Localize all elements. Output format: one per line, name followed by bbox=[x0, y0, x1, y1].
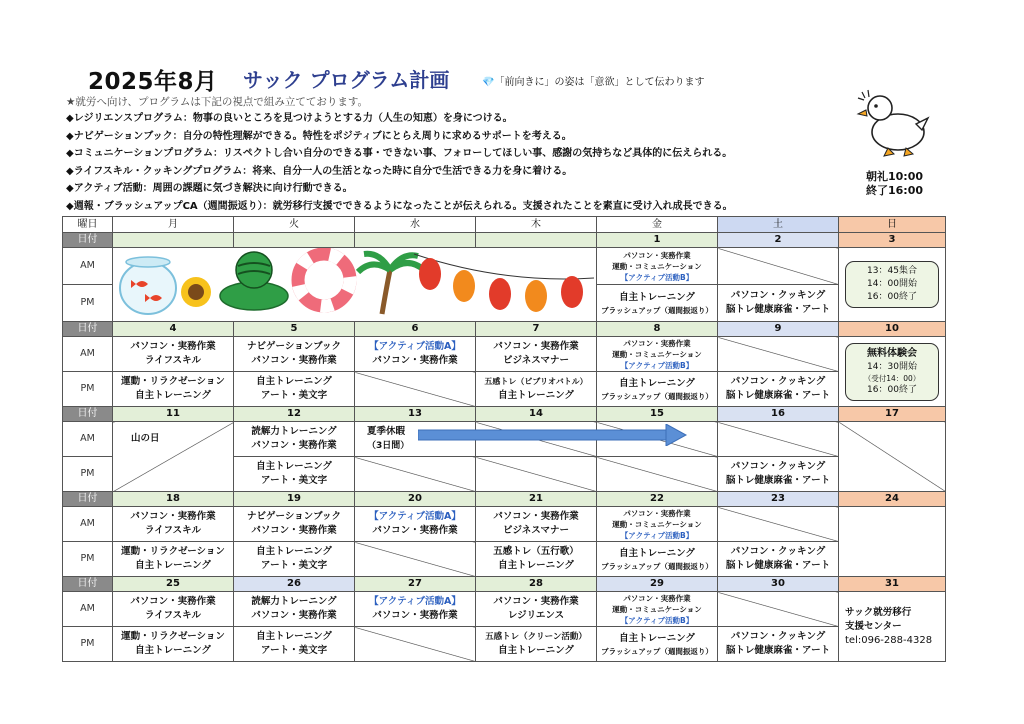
date-cell: 19 bbox=[234, 492, 355, 507]
activity: ブラッシュアップ（週間振返り） bbox=[601, 391, 713, 401]
schedule-cell-empty bbox=[718, 592, 839, 627]
date-cell: 5 bbox=[234, 322, 355, 337]
date-cell: 15 bbox=[597, 407, 718, 422]
trial-session-bubble bbox=[845, 343, 939, 401]
activity: 自主トレーニング bbox=[256, 631, 332, 642]
weekday-sat: 土 bbox=[718, 217, 839, 233]
schedule-cell-empty bbox=[597, 457, 718, 492]
date-cell: 4 bbox=[113, 322, 234, 337]
activity: パソコン・クッキング bbox=[730, 546, 826, 557]
activity: 【アクティブ活動B】 bbox=[620, 530, 694, 540]
am-row bbox=[63, 248, 946, 285]
date-cell bbox=[234, 233, 355, 248]
sat-am-cell bbox=[718, 248, 839, 285]
goldfish-bowl-icon bbox=[120, 257, 176, 314]
schedule-cell bbox=[113, 542, 234, 577]
date-label: 日付 bbox=[63, 492, 113, 507]
activity: 運動・コミュニケーション bbox=[612, 604, 702, 614]
schedule-cell bbox=[113, 337, 234, 372]
activity: 自主トレーニング bbox=[256, 461, 332, 472]
date-cell: 24 bbox=[839, 492, 946, 507]
motto: 💎「前向きに」の姿は「意欲」として伝わります bbox=[482, 77, 705, 88]
activity: 五感トレ（ビブリオバトル） bbox=[484, 377, 588, 386]
am-label: AM bbox=[63, 337, 113, 372]
fri-pm-line2: ブラッシュアップ（週間振返り） bbox=[601, 305, 713, 315]
date-cell: 23 bbox=[718, 492, 839, 507]
schedule-cell bbox=[234, 542, 355, 577]
trial-session-title: 無料体験会 bbox=[867, 347, 917, 359]
am-row bbox=[63, 592, 946, 627]
date-label: 日付 bbox=[63, 322, 113, 337]
float-ring-icon bbox=[298, 254, 350, 306]
activity: 運動・リラクゼーション bbox=[121, 546, 225, 557]
sunflower-icon bbox=[181, 277, 211, 307]
program-title: サック プログラム計画 bbox=[243, 68, 450, 92]
activity: パソコン・実務作業 bbox=[493, 511, 579, 522]
schedule-cell bbox=[234, 592, 355, 627]
watermelon-icon bbox=[220, 252, 288, 310]
date-row bbox=[63, 577, 946, 592]
schedule-cell bbox=[476, 627, 597, 662]
holiday-cell bbox=[113, 422, 234, 492]
summer-break-cell bbox=[355, 422, 476, 457]
schedule-cell bbox=[234, 457, 355, 492]
date-cell: 10 bbox=[839, 322, 946, 337]
activity: ナビゲーションブック bbox=[247, 341, 341, 352]
schedule-cell bbox=[597, 627, 718, 662]
hours-morning: 朝礼10:00 bbox=[866, 170, 924, 183]
date-cell: 17 bbox=[839, 407, 946, 422]
activity: 運動・コミュニケーション bbox=[612, 519, 702, 529]
weekday-mon: 月 bbox=[113, 217, 234, 233]
schedule-cell-empty bbox=[476, 457, 597, 492]
schedule-cell bbox=[234, 372, 355, 407]
date-cell: 11 bbox=[113, 407, 234, 422]
activity: 自主トレーニング bbox=[498, 560, 574, 571]
bullet-navigation: ◆ナビゲーションブック：自分の特性理解ができる。特性をポジティブにとらえ周りに求めるサポートを考える。 bbox=[66, 130, 572, 142]
activity: 自主トレーニング bbox=[135, 645, 211, 656]
date-label: 日付 bbox=[63, 233, 113, 248]
schedule-cell bbox=[597, 372, 718, 407]
date-cell: 9 bbox=[718, 322, 839, 337]
activity: アート・美文字 bbox=[260, 645, 328, 656]
schedule-cell-empty bbox=[718, 422, 839, 457]
schedule-cell bbox=[234, 422, 355, 457]
schedule-cell-empty bbox=[839, 507, 946, 577]
date-cell bbox=[476, 233, 597, 248]
activity: 【アクティブ活動B】 bbox=[620, 360, 694, 370]
pm-row bbox=[63, 542, 946, 577]
weekday-sun: 日 bbox=[839, 217, 946, 233]
summer-break-days: （3日間） bbox=[367, 441, 410, 451]
date-cell: 1 bbox=[597, 233, 718, 248]
weekday-fri: 金 bbox=[597, 217, 718, 233]
sat-pm-line2: 脳トレ健康麻雀・アート bbox=[725, 304, 831, 315]
activity: パソコン・実務作業 bbox=[623, 593, 691, 603]
trial-line3: 16：00終了 bbox=[867, 384, 917, 395]
activity: アート・美文字 bbox=[260, 390, 328, 401]
date-cell: 12 bbox=[234, 407, 355, 422]
sat-pm-cell bbox=[718, 285, 839, 322]
activity: 自主トレーニング bbox=[498, 645, 574, 656]
am-label: AM bbox=[63, 248, 113, 285]
schedule-cell-empty bbox=[839, 422, 946, 492]
activity: パソコン・実務作業 bbox=[251, 525, 337, 536]
schedule-cell bbox=[113, 592, 234, 627]
activity: ライフスキル bbox=[145, 355, 201, 366]
schedule-cell bbox=[718, 372, 839, 407]
activity: 【アクティブ活動A】 bbox=[369, 511, 461, 522]
date-label: 日付 bbox=[63, 407, 113, 422]
schedule-cell-empty bbox=[355, 542, 476, 577]
schedule-cell bbox=[718, 542, 839, 577]
pm-row bbox=[63, 627, 946, 662]
am-row bbox=[63, 337, 946, 372]
am-label: AM bbox=[63, 507, 113, 542]
date-cell bbox=[355, 233, 476, 248]
activity: 自主トレーニング bbox=[256, 376, 332, 387]
schedule-cell bbox=[355, 592, 476, 627]
date-cell: 6 bbox=[355, 322, 476, 337]
activity: パソコン・実務作業 bbox=[251, 440, 337, 451]
date-cell: 29 bbox=[597, 577, 718, 592]
schedule-cell bbox=[476, 337, 597, 372]
bullet-active: ◆アクティブ活動：周囲の課題に気づき解決に向け行動できる。 bbox=[66, 183, 353, 194]
activity: パソコン・実務作業 bbox=[251, 610, 337, 621]
activity: 自主トレーニング bbox=[135, 390, 211, 401]
activity: パソコン・実務作業 bbox=[130, 511, 216, 522]
schedule-cell bbox=[113, 507, 234, 542]
activity: パソコン・クッキング bbox=[730, 631, 826, 642]
contact-info bbox=[839, 592, 946, 662]
schedule-cell bbox=[476, 542, 597, 577]
mountain-day-label: 山の日 bbox=[131, 433, 160, 444]
activity: 運動・コミュニケーション bbox=[612, 349, 702, 359]
schedule-cell bbox=[718, 627, 839, 662]
center-name-line1: サック就労移行 bbox=[845, 606, 912, 618]
schedule-cell-empty bbox=[597, 422, 718, 457]
activity: 脳トレ健康麻雀・アート bbox=[725, 645, 831, 656]
activity: ライフスキル bbox=[145, 525, 201, 536]
fri-am-cell bbox=[597, 248, 718, 285]
date-cell: 26 bbox=[234, 577, 355, 592]
activity: 脳トレ健康麻雀・アート bbox=[725, 390, 831, 401]
weekday-header bbox=[63, 217, 946, 233]
date-row bbox=[63, 492, 946, 507]
schedule-cell bbox=[476, 372, 597, 407]
intro-text: ★就労へ向け、プログラムは下記の視点で組み立てております。 bbox=[66, 96, 369, 108]
activity: 五感トレ（五行歌） bbox=[493, 546, 579, 557]
pm-label: PM bbox=[63, 372, 113, 407]
summer-illustrations bbox=[114, 248, 596, 316]
summer-illustration-cell bbox=[113, 248, 597, 322]
activity: パソコン・実務作業 bbox=[372, 610, 458, 621]
activity: ビジネスマナー bbox=[502, 525, 570, 536]
schedule-cell bbox=[597, 592, 718, 627]
date-label: 日付 bbox=[63, 577, 113, 592]
fri-pm-cell bbox=[597, 285, 718, 322]
activity: パソコン・実務作業 bbox=[372, 525, 458, 536]
schedule-cell bbox=[234, 337, 355, 372]
schedule-cell bbox=[718, 457, 839, 492]
youbi-label: 曜日 bbox=[63, 217, 113, 233]
sun-note-line2: 14：00開始 bbox=[867, 279, 917, 289]
schedule-cell-empty bbox=[718, 507, 839, 542]
activity: アート・美文字 bbox=[260, 475, 328, 486]
activity: 【アクティブ活動A】 bbox=[369, 341, 461, 352]
schedule-calendar bbox=[62, 216, 946, 662]
schedule-cell bbox=[597, 507, 718, 542]
bullet-resilience: ◆レジリエンスプログラム：物事の良いところを見つけようとする力（人生の知恵）を身につける。 bbox=[66, 113, 513, 124]
schedule-cell bbox=[597, 542, 718, 577]
sun-note-line1: 13：45集合 bbox=[867, 266, 917, 276]
schedule-cell bbox=[234, 627, 355, 662]
fri-am-line2: 運動・コミュニケーション bbox=[612, 261, 702, 271]
date-cell: 14 bbox=[476, 407, 597, 422]
date-cell: 3 bbox=[839, 233, 946, 248]
activity: パソコン・クッキング bbox=[730, 376, 826, 387]
date-cell: 21 bbox=[476, 492, 597, 507]
lantern-string-icon bbox=[414, 254, 594, 312]
activity: パソコン・実務作業 bbox=[251, 355, 337, 366]
fri-am-line1: パソコン・実務作業 bbox=[623, 250, 691, 260]
summer-break-label: 夏季休暇 bbox=[367, 426, 406, 437]
activity: 自主トレーニング bbox=[619, 377, 695, 389]
palm-tree-icon bbox=[358, 254, 424, 314]
schedule-cell-empty bbox=[718, 337, 839, 372]
schedule-cell bbox=[355, 507, 476, 542]
activity: 五感トレ（クリーン活動） bbox=[485, 632, 587, 642]
weekday-tue: 火 bbox=[234, 217, 355, 233]
program-descriptions bbox=[66, 111, 733, 216]
date-cell: 27 bbox=[355, 577, 476, 592]
schedule-cell bbox=[476, 592, 597, 627]
date-cell: 31 bbox=[839, 577, 946, 592]
activity: パソコン・実務作業 bbox=[130, 596, 216, 607]
trial-session-cell bbox=[839, 337, 946, 407]
date-cell: 2 bbox=[718, 233, 839, 248]
activity: パソコン・実務作業 bbox=[623, 338, 691, 348]
activity: パソコン・クッキング bbox=[730, 461, 826, 472]
date-cell: 30 bbox=[718, 577, 839, 592]
pm-label: PM bbox=[63, 542, 113, 577]
activity: 自主トレーニング bbox=[619, 632, 695, 644]
schedule-cell bbox=[476, 507, 597, 542]
schedule-cell bbox=[597, 337, 718, 372]
activity: 脳トレ健康麻雀・アート bbox=[725, 560, 831, 571]
activity: パソコン・実務作業 bbox=[623, 508, 691, 518]
activity: パソコン・実務作業 bbox=[493, 341, 579, 352]
activity: ブラッシュアップ（週間振返り） bbox=[601, 646, 713, 656]
activity: 運動・リラクゼーション bbox=[121, 376, 225, 387]
date-row bbox=[63, 322, 946, 337]
weekday-wed: 水 bbox=[355, 217, 476, 233]
schedule-cell-empty bbox=[355, 457, 476, 492]
activity: 自主トレーニング bbox=[619, 547, 695, 559]
activity: ライフスキル bbox=[145, 610, 201, 621]
hours-info bbox=[866, 170, 923, 198]
date-cell: 16 bbox=[718, 407, 839, 422]
trial-line2: （受付14：00） bbox=[863, 373, 921, 383]
date-row bbox=[63, 407, 946, 422]
fri-am-line3: 【アクティブ活動B】 bbox=[620, 272, 694, 282]
sat-pm-line1: パソコン・クッキング bbox=[730, 290, 826, 301]
am-label: AM bbox=[63, 422, 113, 457]
schedule-cell bbox=[113, 627, 234, 662]
activity: 自主トレーニング bbox=[135, 560, 211, 571]
am-row bbox=[63, 422, 946, 457]
pm-row bbox=[63, 372, 946, 407]
am-label: AM bbox=[63, 592, 113, 627]
date-cell: 20 bbox=[355, 492, 476, 507]
duck-illustration bbox=[856, 88, 932, 158]
activity: 【アクティブ活動A】 bbox=[369, 596, 461, 607]
activity: ナビゲーションブック bbox=[247, 511, 341, 522]
sun-note-bubble bbox=[845, 261, 939, 308]
date-cell bbox=[113, 233, 234, 248]
schedule-cell-empty bbox=[476, 422, 597, 457]
schedule-cell bbox=[234, 507, 355, 542]
activity: パソコン・実務作業 bbox=[130, 341, 216, 352]
activity: 運動・リラクゼーション bbox=[121, 631, 225, 642]
date-cell: 13 bbox=[355, 407, 476, 422]
sun-note-line3: 16：00終了 bbox=[867, 292, 917, 302]
activity: 自主トレーニング bbox=[256, 546, 332, 557]
pm-label: PM bbox=[63, 457, 113, 492]
date-cell: 22 bbox=[597, 492, 718, 507]
am-row bbox=[63, 507, 946, 542]
activity: 【アクティブ活動B】 bbox=[620, 615, 694, 625]
activity: 脳トレ健康麻雀・アート bbox=[725, 475, 831, 486]
date-cell: 18 bbox=[113, 492, 234, 507]
activity: アート・美文字 bbox=[260, 560, 328, 571]
page-title: 2025年8月 bbox=[88, 69, 218, 95]
activity: レジリエンス bbox=[507, 610, 565, 621]
center-name-line2: 支援センター bbox=[845, 620, 902, 632]
activity: 読解力トレーニング bbox=[251, 596, 337, 607]
schedule-cell-empty bbox=[355, 627, 476, 662]
bullet-weekly: ◆週報・ブラッシュアップCA（週間振返り）：就労移行支援でできるようになったことが伝えられる。支援されたことを素直に受け入れ成長できる。 bbox=[66, 200, 733, 212]
fri-pm-line1: 自主トレーニング bbox=[619, 291, 695, 303]
schedule-cell bbox=[113, 372, 234, 407]
pm-label: PM bbox=[63, 285, 113, 322]
weekday-thu: 木 bbox=[476, 217, 597, 233]
date-cell: 28 bbox=[476, 577, 597, 592]
activity: パソコン・実務作業 bbox=[493, 596, 579, 607]
bullet-communication: ◆コミュニケーションプログラム：リスペクトし合い自分のできる事・できない事、フォローしてほしい事、感謝の気持ちなど具体的に伝えられる。 bbox=[66, 148, 733, 159]
date-row bbox=[63, 233, 946, 248]
activity: 読解力トレーニング bbox=[251, 426, 337, 437]
schedule-cell-empty bbox=[355, 372, 476, 407]
pm-label: PM bbox=[63, 627, 113, 662]
date-cell: 25 bbox=[113, 577, 234, 592]
activity: 自主トレーニング bbox=[498, 390, 574, 401]
phone-number: tel:096-288-4328 bbox=[845, 634, 933, 646]
date-cell: 7 bbox=[476, 322, 597, 337]
activity: ブラッシュアップ（週間振返り） bbox=[601, 561, 713, 571]
bullet-lifeskill: ◆ライフスキル・クッキングプログラム：将来、自分一人の生活となった時に自分で生活できる力を身に着ける。 bbox=[66, 165, 573, 177]
activity: ビジネスマナー bbox=[502, 355, 570, 366]
activity: パソコン・実務作業 bbox=[372, 355, 458, 366]
schedule-cell bbox=[355, 337, 476, 372]
hours-end: 終了16:00 bbox=[866, 184, 924, 197]
sun-note-cell bbox=[839, 248, 946, 322]
trial-line1: 14：30開始 bbox=[867, 361, 917, 372]
date-cell: 8 bbox=[597, 322, 718, 337]
